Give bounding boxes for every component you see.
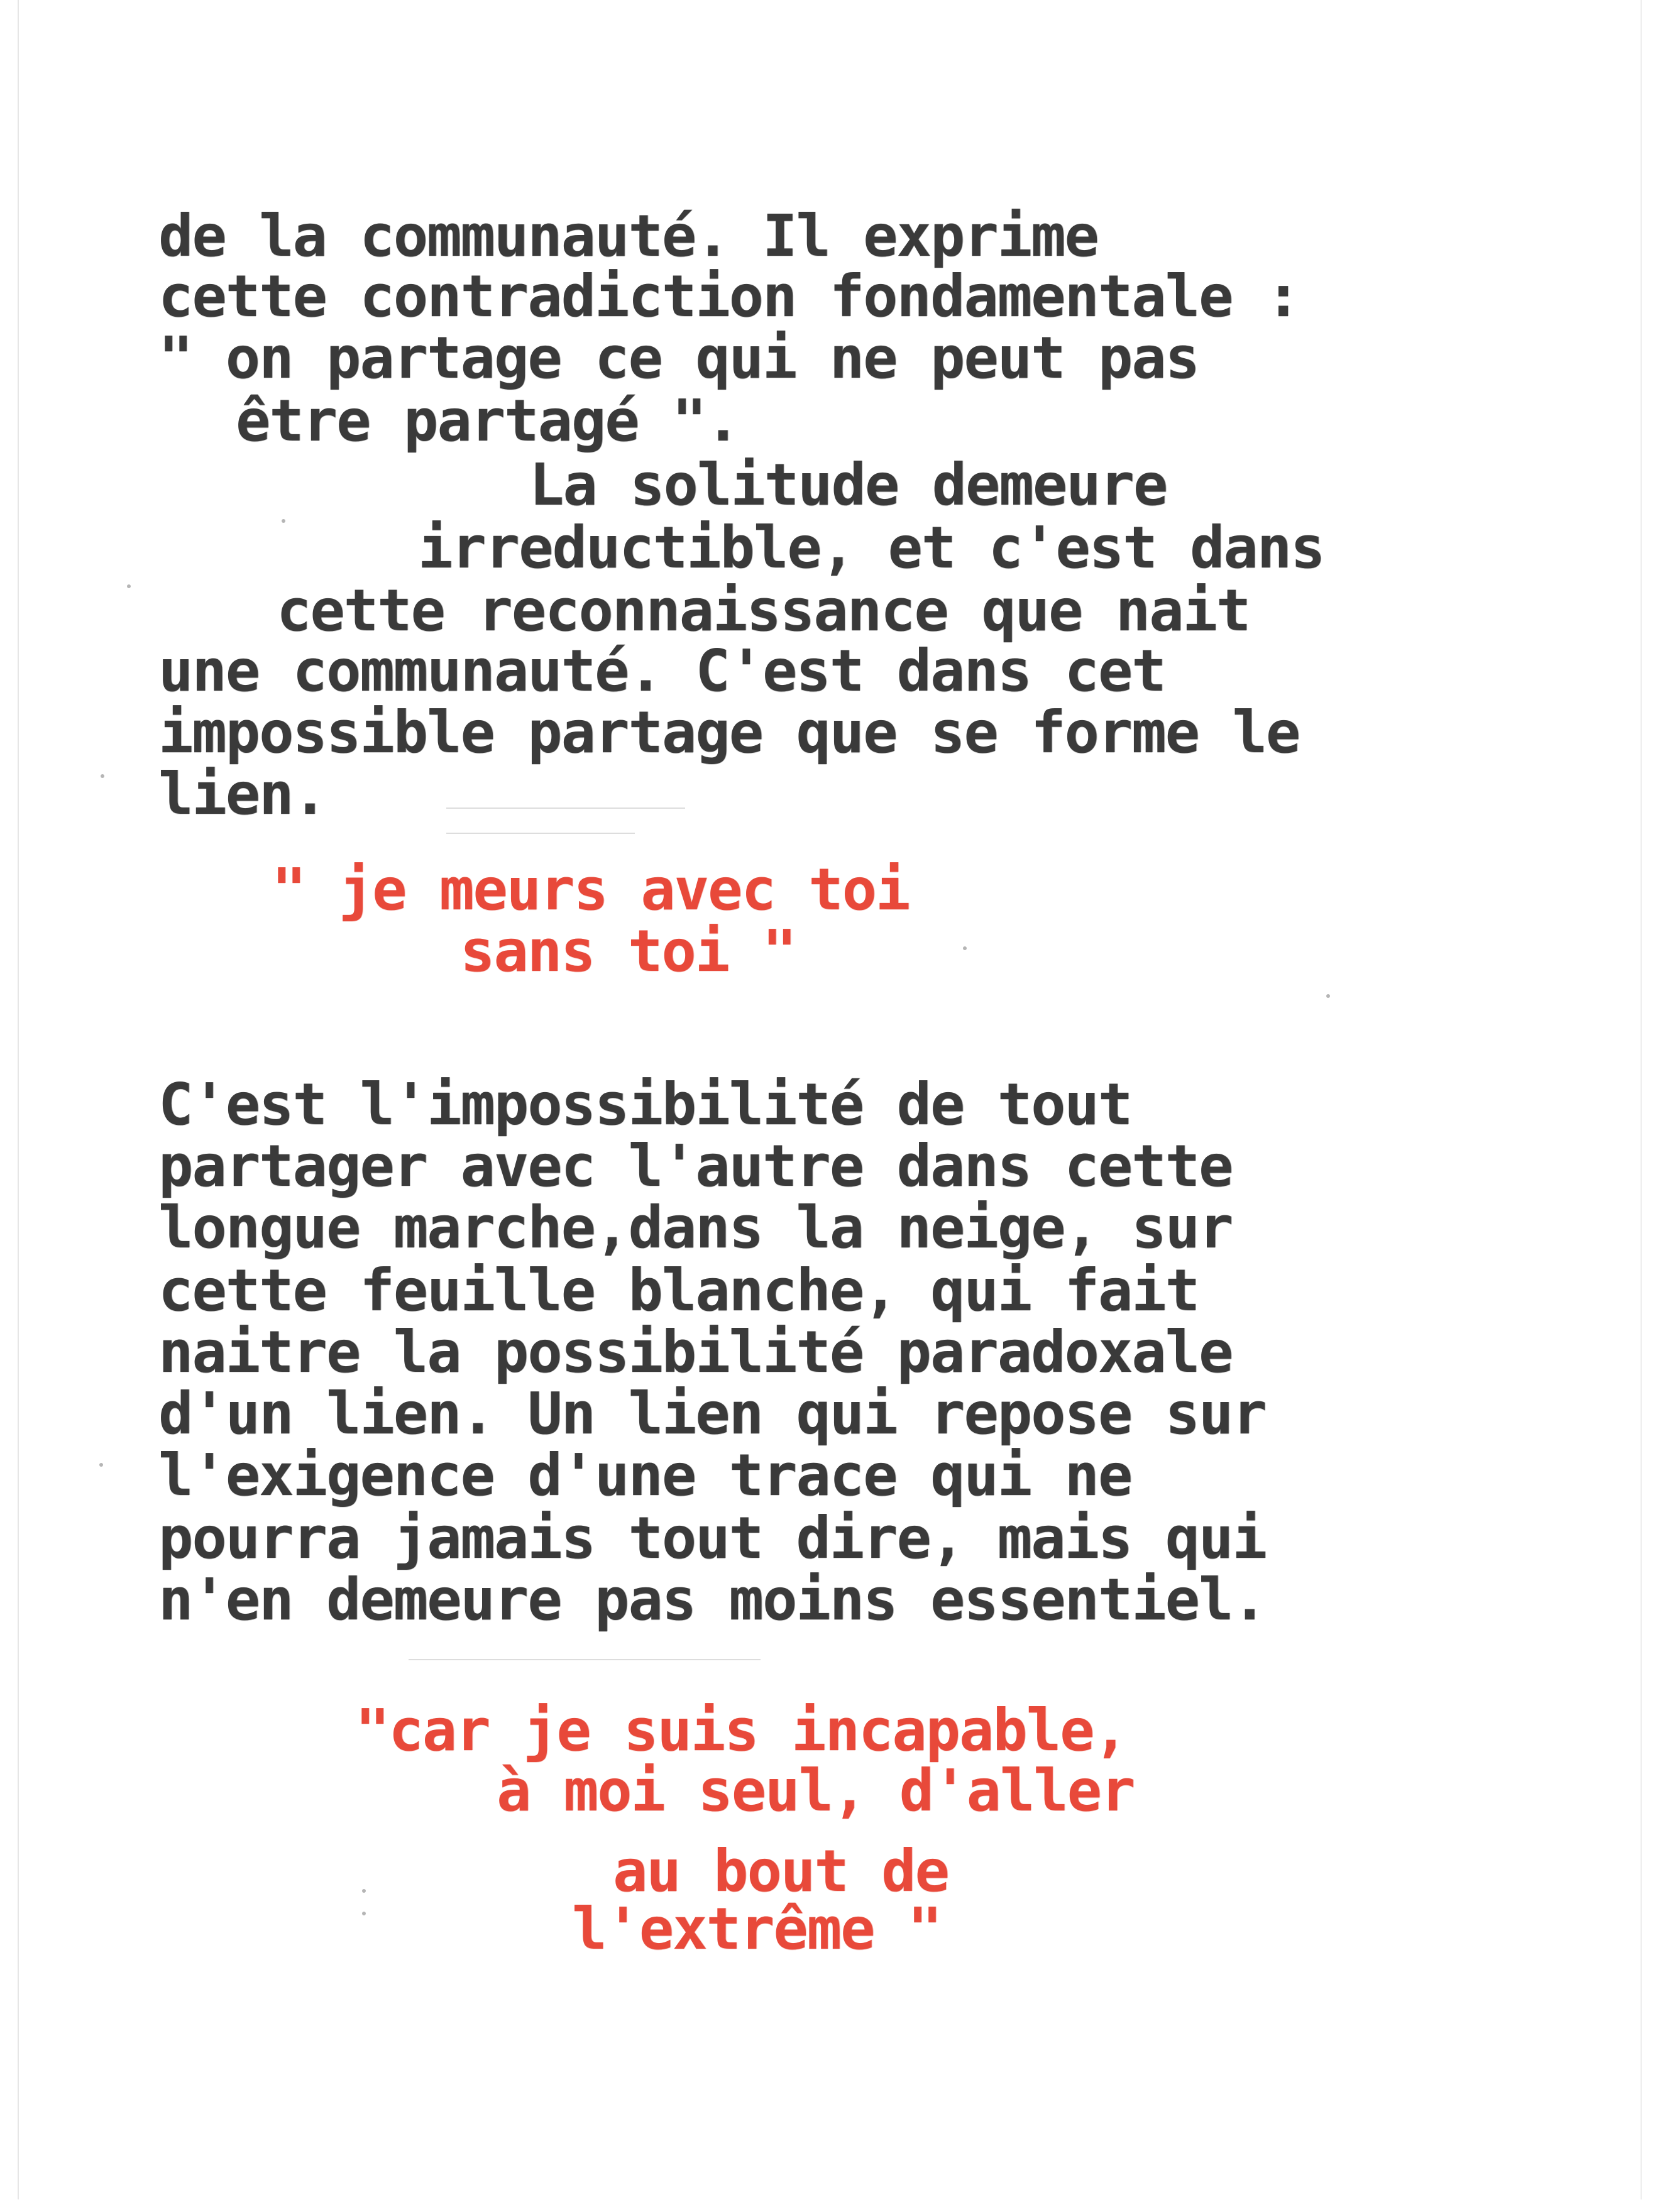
text-line: n'en demeure pas moins essentiel. [158, 1566, 1266, 1633]
text-line: irreductible, et c'est dans [418, 514, 1324, 581]
ink-speck [282, 519, 285, 523]
text-line: impossible partage que se forme le [158, 699, 1300, 766]
text-line: être partagé ". [236, 387, 739, 454]
quote-line: à moi seul, d'aller [497, 1757, 1135, 1824]
text-line: La solitude demeure [529, 451, 1167, 518]
text-line: une communauté. C'est dans cet [158, 637, 1165, 704]
text-line: lien. [158, 760, 326, 828]
smudge-line [409, 1659, 761, 1660]
typewritten-page [18, 0, 1642, 2199]
text-line: " on partage ce qui ne peut pas [158, 324, 1199, 391]
text-line: naitre la possibilité paradoxale [158, 1318, 1233, 1386]
text-line: cette feuille blanche, qui fait [158, 1257, 1199, 1324]
quote-line: " je meurs avec toi [272, 856, 910, 923]
text-line: pourra jamais tout dire, mais qui [158, 1504, 1266, 1572]
quote-line: au bout de [613, 1837, 948, 1905]
text-line: l'exigence d'une trace qui ne [158, 1442, 1132, 1509]
ink-speck [362, 1889, 366, 1893]
text-line: cette contradiction fondamentale : [158, 263, 1300, 330]
text-line: C'est l'impossibilité de tout [158, 1071, 1132, 1138]
ink-speck [963, 946, 967, 950]
quote-line: l'extrême " [572, 1895, 942, 1963]
ink-speck [99, 1463, 103, 1467]
text-line: de la communauté. Il exprime [158, 202, 1098, 270]
quote-line: "car je suis incapable, [355, 1697, 1127, 1764]
smudge-line [446, 833, 635, 834]
smudge-line [446, 808, 685, 809]
quote-line: sans toi " [460, 917, 796, 985]
ink-speck [1326, 994, 1330, 998]
ink-speck [362, 1912, 366, 1915]
ink-speck [101, 774, 104, 778]
text-line: d'un lien. Un lien qui repose sur [158, 1380, 1266, 1447]
text-line: partager avec l'autre dans cette [158, 1132, 1233, 1200]
ink-speck [127, 584, 131, 588]
text-line: longue marche,dans la neige, sur [158, 1194, 1233, 1261]
text-line: cette reconnaissance que nait [277, 577, 1250, 644]
